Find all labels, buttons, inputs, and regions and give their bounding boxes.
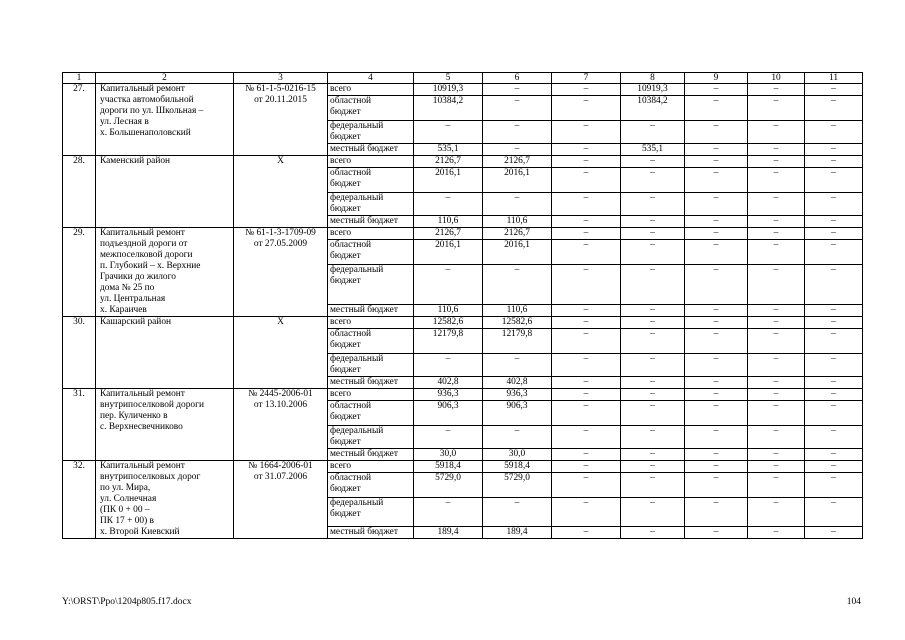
value-cell: – xyxy=(805,216,863,228)
column-number: 8 xyxy=(621,73,685,84)
value-cell: – xyxy=(805,377,863,389)
value-cell: 12582,6 xyxy=(414,317,483,329)
value-cell: – xyxy=(748,144,805,156)
value-cell: – xyxy=(414,193,483,216)
funding-source: федеральный бюджет xyxy=(328,354,414,377)
row-number: 28. xyxy=(63,156,96,228)
value-cell: – xyxy=(748,156,805,168)
table-row xyxy=(63,317,863,329)
row-number: 27. xyxy=(63,84,96,156)
value-cell: – xyxy=(414,354,483,377)
value-cell: – xyxy=(805,426,863,449)
value-cell: – xyxy=(621,193,685,216)
value-cell: – xyxy=(685,305,748,317)
value-cell: – xyxy=(552,354,621,377)
value-cell: – xyxy=(685,84,748,96)
funding-source: местный бюджет xyxy=(328,216,414,228)
value-cell: 5729,0 xyxy=(483,473,552,498)
value-cell: – xyxy=(621,305,685,317)
column-number: 6 xyxy=(483,73,552,84)
object-name: Капитальный ремонт внутрипоселковых дорог по ул. Мира, ул. Солнечная (ПК 0 + 00 – ПК 17 + 00) в х. Второй Киевский xyxy=(96,461,234,539)
funding-source: областной бюджет xyxy=(328,473,414,498)
value-cell: – xyxy=(685,389,748,401)
value-cell: – xyxy=(414,121,483,144)
value-cell: – xyxy=(685,473,748,498)
value-cell: – xyxy=(621,265,685,305)
value-cell: 2126,7 xyxy=(414,156,483,168)
value-cell: – xyxy=(805,96,863,121)
value-cell: 5918,4 xyxy=(414,461,483,473)
value-cell: – xyxy=(552,305,621,317)
value-cell: – xyxy=(621,426,685,449)
value-cell: – xyxy=(748,193,805,216)
value-cell: – xyxy=(685,354,748,377)
value-cell: – xyxy=(805,193,863,216)
value-cell: 110,6 xyxy=(483,216,552,228)
value-cell: – xyxy=(483,193,552,216)
value-cell: – xyxy=(685,156,748,168)
value-cell: – xyxy=(805,473,863,498)
value-cell: – xyxy=(748,498,805,527)
funding-source: федеральный бюджет xyxy=(328,265,414,305)
value-cell: – xyxy=(483,354,552,377)
value-cell: 936,3 xyxy=(483,389,552,401)
value-cell: – xyxy=(552,426,621,449)
table-row xyxy=(63,389,863,401)
value-cell: – xyxy=(748,473,805,498)
value-cell: – xyxy=(552,527,621,539)
value-cell: 5918,4 xyxy=(483,461,552,473)
funding-source: областной бюджет xyxy=(328,168,414,193)
value-cell: – xyxy=(621,498,685,527)
value-cell: – xyxy=(805,389,863,401)
value-cell: – xyxy=(483,144,552,156)
value-cell: – xyxy=(805,168,863,193)
table-row xyxy=(63,156,863,168)
value-cell: 30,0 xyxy=(414,449,483,461)
value-cell: 189,4 xyxy=(414,527,483,539)
value-cell: – xyxy=(552,389,621,401)
document-number: № 1664-2006-01 от 31.07.2006 xyxy=(234,461,328,539)
object-name: Капитальный ремонт внутрипоселковой дороги пер. Куличенко в с. Верхнеcвечниково xyxy=(96,389,234,461)
value-cell: 10384,2 xyxy=(414,96,483,121)
value-cell: – xyxy=(483,96,552,121)
column-number: 9 xyxy=(685,73,748,84)
column-number: 2 xyxy=(96,73,234,84)
row-number: 32. xyxy=(63,461,96,539)
value-cell: 402,8 xyxy=(414,377,483,389)
funding-source: местный бюджет xyxy=(328,377,414,389)
object-name: Капитальный ремонт подъездной дороги от межпоселковой дороги п. Глубокий – х. Верхние Грачики до жилого дома № 25 по ул. Центральная х. Караичев xyxy=(96,228,234,317)
value-cell: 535,1 xyxy=(621,144,685,156)
value-cell: – xyxy=(805,156,863,168)
value-cell: – xyxy=(805,401,863,426)
value-cell: – xyxy=(621,121,685,144)
value-cell: – xyxy=(483,265,552,305)
value-cell: – xyxy=(621,389,685,401)
funding-source: местный бюджет xyxy=(328,144,414,156)
value-cell: – xyxy=(805,317,863,329)
value-cell: – xyxy=(483,121,552,144)
value-cell: – xyxy=(805,461,863,473)
funding-source: всего xyxy=(328,228,414,240)
funding-source: областной бюджет xyxy=(328,329,414,354)
column-number: 4 xyxy=(328,73,414,84)
value-cell: – xyxy=(805,84,863,96)
value-cell: – xyxy=(621,377,685,389)
funding-source: областной бюджет xyxy=(328,240,414,265)
value-cell: – xyxy=(805,449,863,461)
table-row xyxy=(63,228,863,240)
funding-source: всего xyxy=(328,317,414,329)
value-cell: 30,0 xyxy=(483,449,552,461)
document-number: № 61-1-5-0216-15 от 20.11.2015 xyxy=(234,84,328,156)
value-cell: – xyxy=(552,317,621,329)
value-cell: – xyxy=(748,240,805,265)
funding-source: всего xyxy=(328,156,414,168)
value-cell: – xyxy=(552,156,621,168)
value-cell: – xyxy=(805,265,863,305)
value-cell: – xyxy=(621,156,685,168)
value-cell: – xyxy=(748,305,805,317)
value-cell: – xyxy=(685,317,748,329)
value-cell: 10919,3 xyxy=(621,84,685,96)
value-cell: – xyxy=(483,498,552,527)
value-cell: 535,1 xyxy=(414,144,483,156)
value-cell: – xyxy=(805,121,863,144)
value-cell: – xyxy=(414,426,483,449)
value-cell: – xyxy=(621,240,685,265)
value-cell: – xyxy=(685,240,748,265)
row-number: 31. xyxy=(63,389,96,461)
file-path: Y:\ORST\Ppo\1204p805.f17.docx xyxy=(62,597,192,607)
value-cell: – xyxy=(748,168,805,193)
value-cell: 12179,8 xyxy=(414,329,483,354)
funding-source: областной бюджет xyxy=(328,401,414,426)
value-cell: – xyxy=(685,377,748,389)
funding-source: областной бюджет xyxy=(328,96,414,121)
value-cell: – xyxy=(552,461,621,473)
value-cell: – xyxy=(552,473,621,498)
column-number: 1 xyxy=(63,73,96,84)
column-number: 10 xyxy=(748,73,805,84)
value-cell: – xyxy=(805,527,863,539)
value-cell: – xyxy=(621,329,685,354)
column-number: 11 xyxy=(805,73,863,84)
value-cell: – xyxy=(414,265,483,305)
value-cell: – xyxy=(685,449,748,461)
value-cell: – xyxy=(552,193,621,216)
value-cell: – xyxy=(685,498,748,527)
value-cell: – xyxy=(748,317,805,329)
value-cell: – xyxy=(805,498,863,527)
value-cell: 2126,7 xyxy=(483,228,552,240)
value-cell: – xyxy=(685,461,748,473)
value-cell: – xyxy=(552,265,621,305)
funding-source: федеральный бюджет xyxy=(328,426,414,449)
value-cell: – xyxy=(748,354,805,377)
value-cell: 2016,1 xyxy=(483,168,552,193)
value-cell: – xyxy=(685,121,748,144)
value-cell: – xyxy=(552,240,621,265)
header-row xyxy=(63,73,863,84)
value-cell: – xyxy=(685,329,748,354)
value-cell: – xyxy=(483,84,552,96)
value-cell: 12582,6 xyxy=(483,317,552,329)
value-cell: 110,6 xyxy=(414,216,483,228)
table-row xyxy=(63,84,863,96)
value-cell: – xyxy=(805,354,863,377)
value-cell: – xyxy=(552,96,621,121)
value-cell: – xyxy=(805,240,863,265)
value-cell: – xyxy=(621,449,685,461)
value-cell: 402,8 xyxy=(483,377,552,389)
value-cell: – xyxy=(552,498,621,527)
funding-source: всего xyxy=(328,389,414,401)
value-cell: – xyxy=(552,377,621,389)
funding-source: местный бюджет xyxy=(328,305,414,317)
value-cell: 2126,7 xyxy=(483,156,552,168)
value-cell: – xyxy=(621,216,685,228)
value-cell: – xyxy=(748,84,805,96)
column-number: 5 xyxy=(414,73,483,84)
value-cell: 10919,3 xyxy=(414,84,483,96)
funding-source: местный бюджет xyxy=(328,449,414,461)
table-row xyxy=(63,461,863,473)
value-cell: – xyxy=(552,84,621,96)
value-cell: – xyxy=(414,498,483,527)
value-cell: – xyxy=(685,527,748,539)
value-cell: 936,3 xyxy=(414,389,483,401)
value-cell: – xyxy=(748,121,805,144)
value-cell: – xyxy=(805,305,863,317)
value-cell: – xyxy=(621,168,685,193)
value-cell: 10384,2 xyxy=(621,96,685,121)
value-cell: – xyxy=(685,193,748,216)
row-number: 30. xyxy=(63,317,96,389)
value-cell: – xyxy=(621,401,685,426)
value-cell: 12179,8 xyxy=(483,329,552,354)
funding-source: федеральный бюджет xyxy=(328,121,414,144)
funding-source: местный бюджет xyxy=(328,527,414,539)
object-name: Капитальный ремонт участка автомобильной дороги по ул. Школьная – ул. Лесная в х. Большенаполовский xyxy=(96,84,234,156)
value-cell: – xyxy=(621,527,685,539)
value-cell: – xyxy=(748,449,805,461)
funding-source: всего xyxy=(328,461,414,473)
value-cell: – xyxy=(552,228,621,240)
value-cell: – xyxy=(621,317,685,329)
value-cell: – xyxy=(748,461,805,473)
value-cell: – xyxy=(748,401,805,426)
value-cell: – xyxy=(805,329,863,354)
value-cell: – xyxy=(748,377,805,389)
document-number: № 61-1-3-1709-09 от 27.05.2009 xyxy=(234,228,328,317)
value-cell: 906,3 xyxy=(414,401,483,426)
value-cell: – xyxy=(552,121,621,144)
value-cell: – xyxy=(748,389,805,401)
value-cell: – xyxy=(748,265,805,305)
funding-source: федеральный бюджет xyxy=(328,498,414,527)
value-cell: 110,6 xyxy=(414,305,483,317)
value-cell: – xyxy=(621,354,685,377)
object-name: Кашарский район xyxy=(96,317,234,389)
value-cell: – xyxy=(621,461,685,473)
value-cell: 2016,1 xyxy=(414,240,483,265)
value-cell: – xyxy=(685,228,748,240)
funding-source: всего xyxy=(328,84,414,96)
value-cell: – xyxy=(483,426,552,449)
value-cell: – xyxy=(685,144,748,156)
value-cell: – xyxy=(805,144,863,156)
value-cell: – xyxy=(621,473,685,498)
value-cell: – xyxy=(685,168,748,193)
row-number: 29. xyxy=(63,228,96,317)
value-cell: – xyxy=(685,426,748,449)
value-cell: – xyxy=(685,401,748,426)
value-cell: – xyxy=(685,216,748,228)
budget-table xyxy=(62,72,863,539)
column-number: 7 xyxy=(552,73,621,84)
column-number: 3 xyxy=(234,73,328,84)
value-cell: – xyxy=(748,527,805,539)
value-cell: 906,3 xyxy=(483,401,552,426)
value-cell: 189,4 xyxy=(483,527,552,539)
document-number: № 2445-2006-01 от 13.10.2006 xyxy=(234,389,328,461)
document-number: Х xyxy=(234,156,328,228)
value-cell: – xyxy=(552,216,621,228)
value-cell: – xyxy=(805,228,863,240)
value-cell: – xyxy=(748,216,805,228)
value-cell: 110,6 xyxy=(483,305,552,317)
value-cell: 5729,0 xyxy=(414,473,483,498)
value-cell: – xyxy=(748,329,805,354)
value-cell: – xyxy=(552,401,621,426)
value-cell: 2126,7 xyxy=(414,228,483,240)
value-cell: – xyxy=(552,144,621,156)
value-cell: – xyxy=(748,228,805,240)
value-cell: – xyxy=(748,96,805,121)
value-cell: – xyxy=(552,329,621,354)
value-cell: – xyxy=(748,426,805,449)
value-cell: – xyxy=(552,168,621,193)
table-body xyxy=(63,73,863,539)
value-cell: – xyxy=(685,96,748,121)
value-cell: 2016,1 xyxy=(483,240,552,265)
value-cell: – xyxy=(621,228,685,240)
document-number: Х xyxy=(234,317,328,389)
value-cell: – xyxy=(685,265,748,305)
value-cell: – xyxy=(552,449,621,461)
value-cell: 2016,1 xyxy=(414,168,483,193)
funding-source: федеральный бюджет xyxy=(328,193,414,216)
page-number: 104 xyxy=(846,597,861,607)
object-name: Каменский район xyxy=(96,156,234,228)
